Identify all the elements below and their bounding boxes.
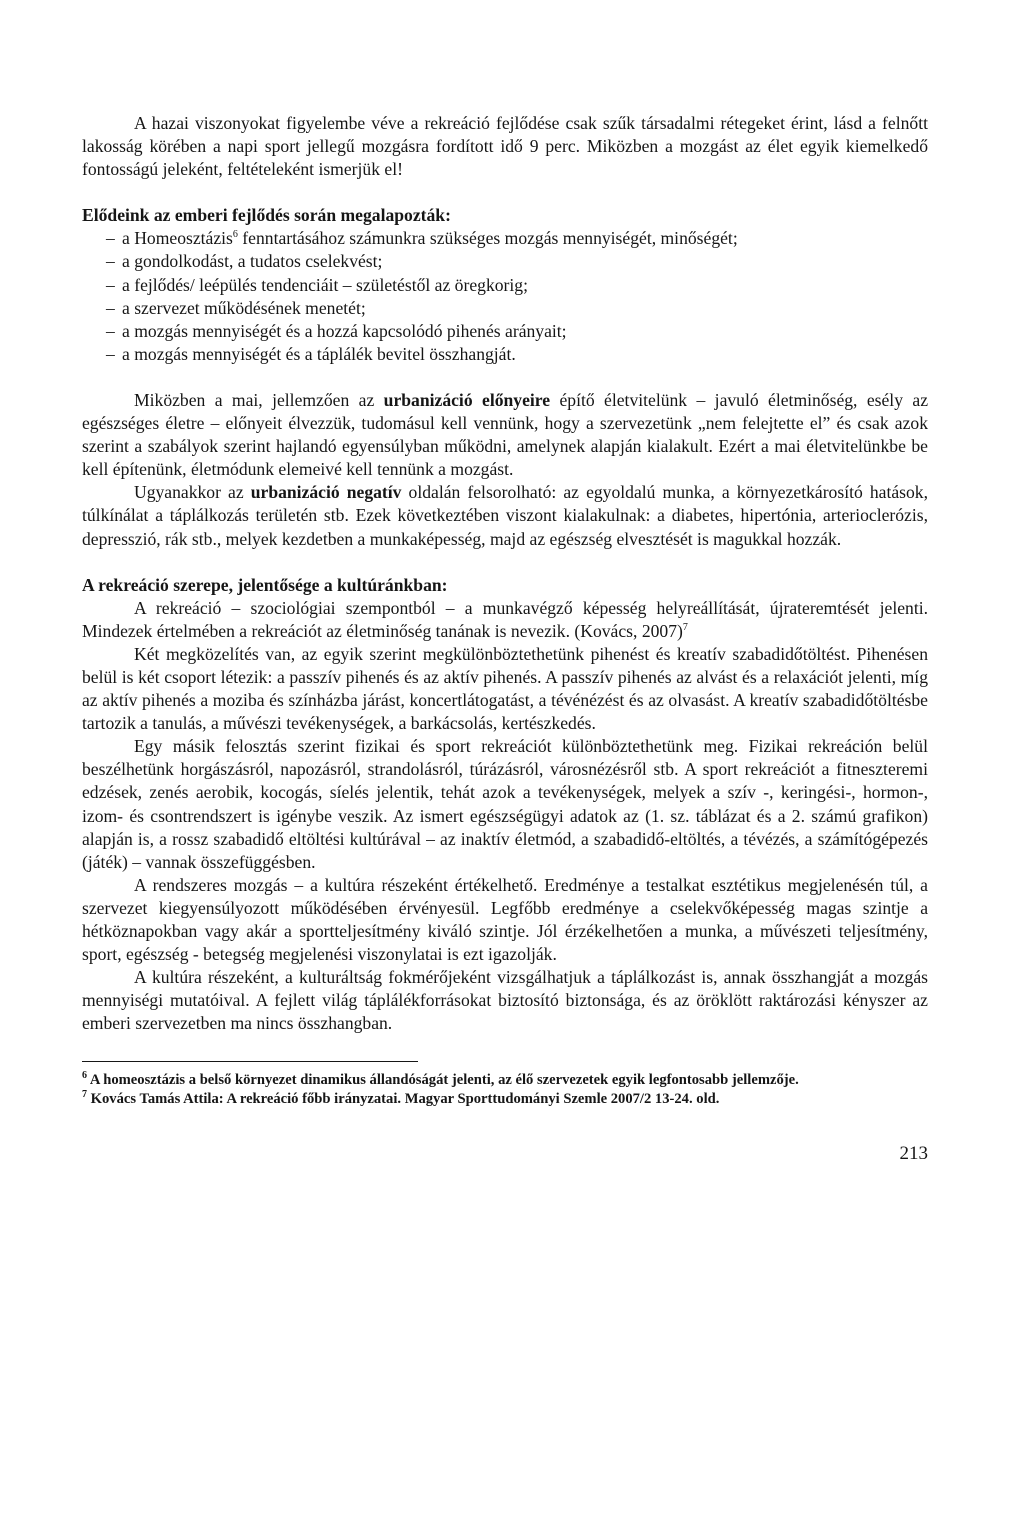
heading-foundations: Elődeink az emberi fejlődés során megalapozták: bbox=[82, 205, 451, 226]
text-run: oldalán felsorolható: az egyoldalú munka, a környezetkárosító hatások, túlkínálat a táplálkozás területén stb. Ezek következtében viszont kialakulnak: a diabetes, hipertónia, arterioclerózis, depresszió, rák stb., melyek kezdetben a munkaképesség, majd az egészség elvesztését is magukkal hozzák. bbox=[82, 482, 928, 549]
list-item-text: a fejlődés/ leépülés tendenciáit – születéstől az öregkorig; bbox=[122, 274, 528, 295]
footnote-6 bbox=[82, 1071, 928, 1090]
paragraph-nutrition: A kultúra részeként, a kulturáltság fokmérőjeként vizsgálhatjuk a táplálkozást is, annak összhangját a mozgás mennyiségi mutatóival. A fejlett világ táplálékforrásokat biztosító biztonsága, és az öröklött raktározási kényszer az emberi szervezetben ma nincs összhangban. bbox=[82, 967, 928, 1034]
list-dash: – bbox=[106, 343, 115, 364]
list-item bbox=[82, 297, 928, 320]
footnote-ref-7: 7 bbox=[682, 621, 688, 633]
list-item-text: a mozgás mennyiségét és a táplálék bevitel összhangját. bbox=[122, 343, 516, 364]
paragraph-physical-sport: Egy másik felosztás szerint fizikai és sport rekreációt különböztethetünk meg. Fizikai rekreáción belül beszélhetünk horgászásról, napozásról, strandolásról, túrázásról, városnézésről stb. A sport rekreációt a fitneszteremi edzések, zenés aerobik, kocogás, síelés jelentik, tehát azok a tevékenységek, melyek a szív -, keringési-, hormon-, izom- és csontrendszert is igénybe veszik. Az ismert egészségügyi adatok az (1. sz. táblázat és a 2. számú grafikon) alapján is, a rossz szabadidő eltöltési kultúrával – az inaktív életmód, a szabadidő-eltöltés, a tévézés, a számítógépezés (játék) – vannak összefüggésben. bbox=[82, 736, 928, 872]
paragraph-two-approaches: Két megközelítés van, az egyik szerint megkülönböztethetünk pihenést és kreatív szabadidőtöltést. Pihenésen belül is két csoport létezik: a passzív pihenés és az aktív pihenés. A passzív pihenés az alvást és a relaxációt jelenti, míg az aktív pihenés a moziba és színházba járást, koncertlátogatást, a tévénézést és az olvasást. A kreatív szabadidőtöltésbe tartozik a tanulás, a művészi tevékenységek, a barkácsolás, kertészkedés. bbox=[82, 643, 928, 734]
text-run: A rekreáció – szociológiai szempontból – a munkavégző képesség helyreállítását, újrateremtését jelenti. Mindezek értelmében a rekreációt az életminőség tanának is nevezik. (Kovács, 2007) bbox=[82, 597, 928, 641]
text-run: Ugyanakkor az bbox=[134, 482, 251, 503]
footnote-number: 7 bbox=[82, 1089, 87, 1101]
paragraph-regular-exercise: A rendszeres mozgás – a kultúra részeként értékelhető. Eredménye a testalkat esztétikus megjelenésén túl, a szervezet kiegyensúlyozott működésében érvényesül. Legfőbb eredménye a cselekvőképesség magas szintje a hétköznapokban vagy akár a sportteljesítmény kiváló szintje. Jól érzékelhetően a munka, a művészeti teljesítmény, sport, egészség - betegség megjelenési viszonylatai is ezt igazolják. bbox=[82, 874, 928, 965]
list-item-text: a gondolkodást, a tudatos cselekvést; bbox=[122, 251, 383, 272]
list-item-text: fenntartásához számunkra szükséges mozgás mennyiségét, minőségét; bbox=[237, 228, 738, 249]
list-item bbox=[82, 343, 928, 366]
footnote-text: Kovács Tamás Attila: A rekreáció főbb irányzatai. Magyar Sporttudományi Szemle 2007/2 13-24. old. bbox=[90, 1091, 720, 1107]
list-dash: – bbox=[106, 320, 115, 341]
paragraph-urbanization-negative bbox=[82, 481, 928, 550]
list-item-text: a mozgás mennyiségét és a hozzá kapcsolódó pihenés arányait; bbox=[122, 320, 567, 341]
list-item bbox=[82, 250, 928, 273]
list-dash: – bbox=[106, 228, 115, 249]
foundations-list bbox=[82, 227, 928, 366]
list-item-text: a szervezet működésének menetét; bbox=[122, 297, 366, 318]
bold-term: urbanizáció előnyeire bbox=[383, 389, 551, 410]
page-body bbox=[82, 112, 928, 1035]
list-item bbox=[82, 320, 928, 343]
list-item bbox=[82, 227, 928, 250]
footnotes bbox=[82, 1071, 928, 1109]
text-run: építő életvitelünk – javuló életminőség, esély az egészséges életre – előnyeit élvezzük, tudomásul kell vennünk, hogy a szervezetünk „nem felejtette el” és csak azok szerint a szabályok szerint hajlandó egyensúlyban működni, amelynek alapján kialakult. Ezért a mai életvitelünkbe be kell építenünk, életmódunk elemeivé kell tennünk a mozgást. bbox=[82, 389, 929, 480]
list-dash: – bbox=[106, 297, 115, 318]
paragraph-intro: A hazai viszonyokat figyelembe véve a rekreáció fejlődése csak szűk társadalmi rétegeket érint, lásd a felnőtt lakosság körében a napi sport jellegű mozgásra fordított idő 9 perc. Miközben a mozgást az élet egyik kiemelkedő fontosságú jeleként, feltételeként ismerjük el! bbox=[82, 113, 928, 180]
footnote-divider bbox=[82, 1061, 418, 1062]
paragraph-recreation-definition bbox=[82, 597, 928, 643]
list-dash: – bbox=[106, 274, 115, 295]
bold-term: urbanizáció negatív bbox=[250, 482, 402, 503]
footnote-ref-6: 6 bbox=[232, 229, 238, 241]
text-run: Miközben a mai, jellemzően az bbox=[134, 389, 384, 410]
page-number: 213 bbox=[899, 1143, 928, 1164]
list-item-text: a Homeosztázis bbox=[122, 228, 233, 249]
list-item bbox=[82, 274, 928, 297]
footnote-7 bbox=[82, 1090, 928, 1109]
list-dash: – bbox=[106, 251, 115, 272]
heading-role-of-recreation: A rekreáció szerepe, jelentősége a kultúránkban: bbox=[82, 574, 448, 595]
footnote-number: 6 bbox=[82, 1070, 87, 1082]
paragraph-urbanization-benefits bbox=[82, 389, 928, 481]
footnote-text: A homeosztázis a belső környezet dinamikus állandóságát jelenti, az élő szervezetek egyik legfontosabb jellemzője. bbox=[89, 1072, 799, 1088]
